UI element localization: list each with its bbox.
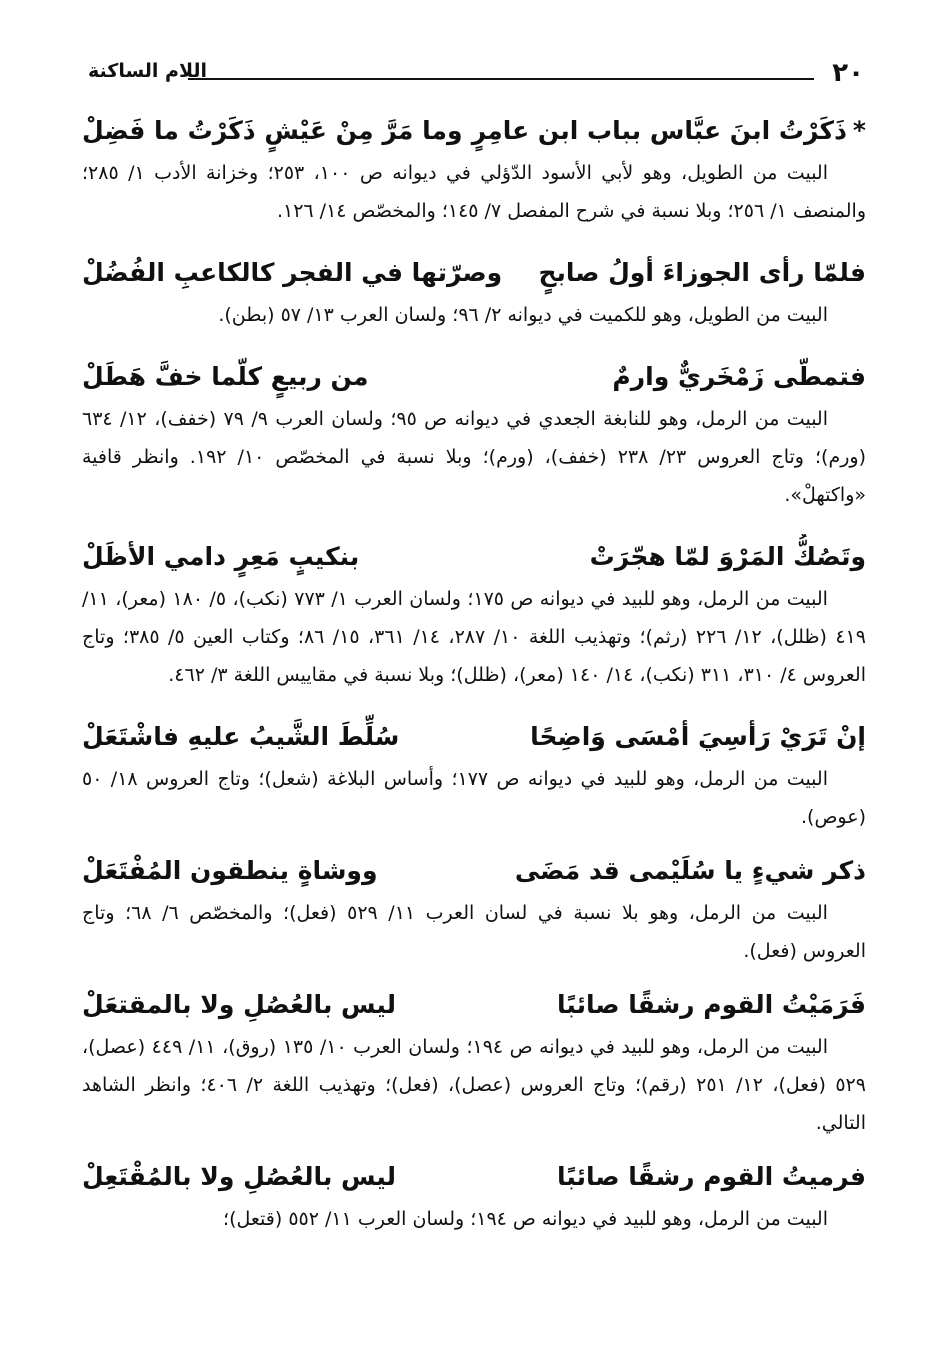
footnote [82,1028,866,1142]
footnote-text: البيت من الطويل، وهو للكميت في ديوانه ٢/ ٩٦؛ ولسان العرب ١٣/ ٥٧ (بطن). [218,304,828,326]
footnote [82,580,866,694]
footnote [82,894,866,970]
footnote [82,400,866,514]
entry [82,1154,866,1238]
footnote [82,760,866,836]
entry [82,848,866,970]
first-hemistich: فلمّا رأى الجوزاءَ أولُ صابحٍ [538,258,866,287]
first-hemistich: إنْ تَرَيْ رَأسِيَ أمْسَى وَاضِحًا [530,722,866,751]
second-hemistich: سُلِّطَ الشَّيبُ عليهِ فاشْتَعَلْ [82,722,400,751]
footnote-text: البيت من الرمل، وهو للبيد في ديوانه ص ١٩٤؛ ولسان العرب ١١/ ٥٥٢ (قتعل)؛ [223,1208,828,1230]
chapter-title: اللام الساكنة [88,60,208,82]
first-hemistich: فتمطّى زَمْخَريٌّ وارمٌ [612,362,866,391]
verse-line [82,714,866,760]
second-hemistich: وما مَرَّ مِنْ عَيْشٍ ذَكَرْتُ ما فَضِلْ [82,116,463,145]
second-hemistich: من ربيعٍ كلّما خفَّ هَطَلْ [82,362,369,391]
second-hemistich: ليس بالعُصُلِ ولا بالمقتعَلْ [82,990,396,1019]
first-hemistich: فَرَمَيْتُ القوم رشقًا صائبًا [556,990,866,1019]
footnote-text: البيت من الرمل، وهو للبيد في ديوانه ص ١٩٤؛ ولسان العرب ١٠/ ١٣٥ (روق)، ١١/ ٤٤٩ (عصل)، ٥٢٩ (فعل)، ١٢/ ٢٥١ (رقم)؛ وتاج العروس (عصل)، (فعل)؛ وتهذيب اللغة ٢/ ٤٠٦؛ وانظر الشاهد التالي. [82,1036,866,1134]
entry [82,108,866,230]
page-body [82,108,866,1250]
verse-line [82,534,866,580]
verse-line [82,848,866,894]
first-hemistich-text: ذَكَرْتُ ابنَ عبَّاس بباب ابن عامِرٍ [471,116,847,145]
first-hemistich: فرميتُ القوم رشقًا صائبًا [556,1162,866,1191]
second-hemistich: ليس بالعُصُلِ ولا بالمُقْتَعِلْ [82,1162,396,1191]
first-hemistich: ذكر شيءٍ يا سُلَيْمى قد مَضَى [514,856,866,885]
header-rule [188,78,814,80]
footnote-text: البيت من الرمل، وهو للنابغة الجعدي في ديوانه ص ٩٥؛ ولسان العرب ٩/ ٧٩ (خفف)، ١٢/ ٦٣٤ (ورم)؛ وتاج العروس ٢٣/ ٢٣٨ (خفف)، (ورم)؛ وبلا نسبة في المخصّص ١٠/ ١٩٢. وانظر قافية «واكتهلْ». [82,408,866,506]
footnote [82,296,866,334]
verse-line [82,982,866,1028]
footnote-text: البيت من الرمل، وهو بلا نسبة في لسان العرب ١١/ ٥٢٩ (فعل)؛ والمخصّص ٦/ ٦٨؛ وتاج العروس (فعل). [82,902,866,962]
star-marker: * [852,116,866,145]
second-hemistich: وصرّتها في الفجر كالكاعبِ الفُضُلْ [82,258,503,287]
verse-line [82,250,866,296]
entry [82,714,866,836]
verse-line [82,1154,866,1200]
footnote [82,1200,866,1238]
second-hemistich: بنكيبٍ مَعِرٍ دامي الأظَلْ [82,542,360,571]
footnote [82,154,866,230]
footnote-text: البيت من الرمل، وهو للبيد في ديوانه ص ١٧٥؛ ولسان العرب ١/ ٧٧٣ (نكب)، ٥/ ١٨٠ (معر)، ١١/ ٤١٩ (ظلل)، ١٢/ ٢٢٦ (رثم)؛ وتهذيب اللغة ١٠/ ٢٨٧، ١٤/ ٣٦١، ١٥/ ٨٦؛ وكتاب العين ٥/ ٣٨٥؛ وتاج العروس ٤/ ٣١٠، ٣١١ (نكب)، ١٤/ ١٤٠ (معر)، (ظلل)؛ وبلا نسبة في مقاييس اللغة ٣/ ٤٦٢. [82,588,866,686]
entry [82,250,866,334]
first-hemistich: وتَصُكُّ المَرْوَ لمّا هجّرَتْ [589,542,866,571]
page-header [88,58,870,92]
verse-line [82,108,866,154]
entry [82,354,866,514]
first-hemistich [472,108,866,154]
footnote-text: البيت من الطويل، وهو لأبي الأسود الدّؤلي في ديوانه ص ١٠٠، ٢٥٣؛ وخزانة الأدب ١/ ٢٨٥؛ والمنصف ١/ ٢٥٦؛ وبلا نسبة في شرح المفصل ٧/ ١٤٥؛ والمخصّص ١٤/ ١٢٦. [82,162,866,222]
entry [82,982,866,1142]
entry [82,534,866,694]
second-hemistich: ووشاةٍ ينطقون المُفْتَعَلْ [82,856,378,885]
page-number: ٢٠ [832,58,864,88]
footnote-text: البيت من الرمل، وهو للبيد في ديوانه ص ١٧٧؛ وأساس البلاغة (شعل)؛ وتاج العروس ١٨/ ٥٠ (عوص). [82,768,866,828]
verse-line [82,354,866,400]
